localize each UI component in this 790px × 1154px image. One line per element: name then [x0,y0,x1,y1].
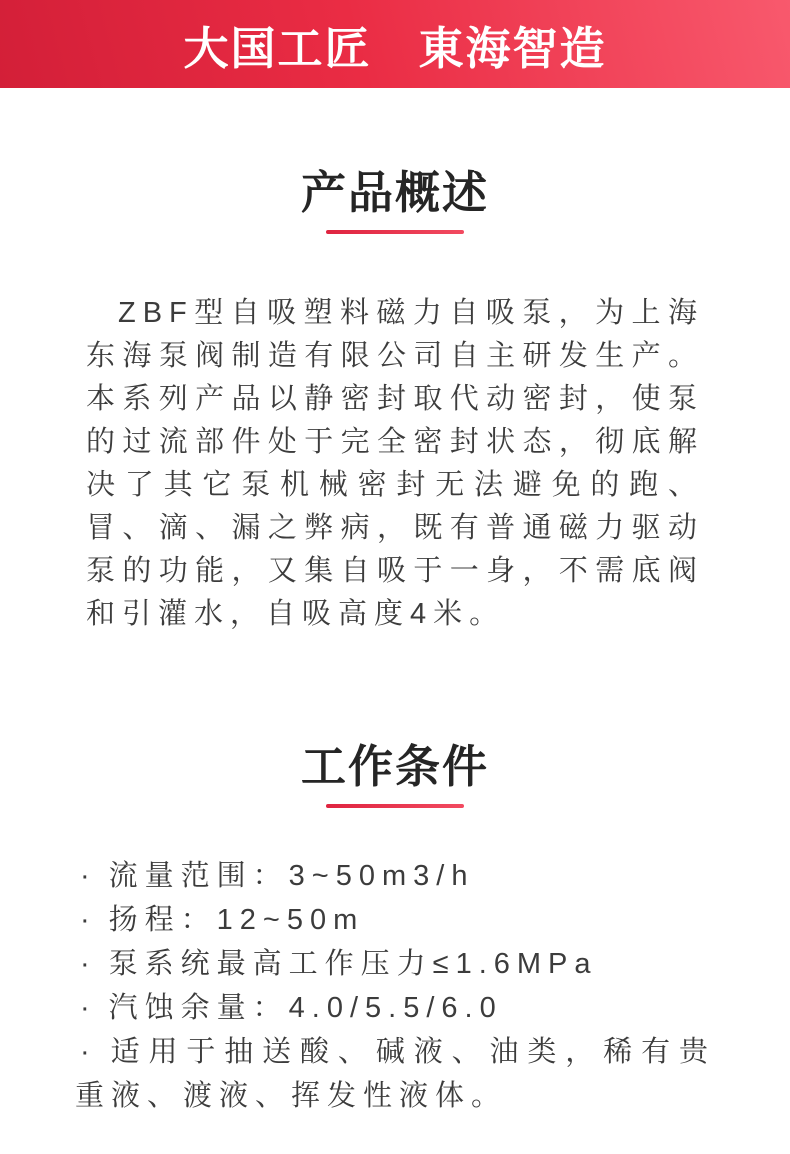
banner-title: 大国工匠 東海智造 [183,22,607,74]
bullet-dot: · [80,904,97,936]
list-item-text: 适用于抽送酸、碱液、油类，稀有贵重液、渡液、挥发性液体。 [75,1036,715,1112]
overview-title: 产品概述 [300,167,489,218]
working-conditions-list [75,854,715,1118]
list-item-text: 泵系统最高工作压力≤1.6MPa [108,948,598,980]
list-item-text: 扬程：12~50m [108,904,365,936]
list-item [75,898,715,942]
bullet-dot: · [80,948,97,980]
list-item-text: 流量范围：3~50m3/h [108,860,475,892]
overview-title-underline [326,230,464,234]
list-item [75,986,715,1030]
working-conditions-section-head [0,740,790,808]
list-item-text: 汽蚀余量：4.0/5.5/6.0 [108,992,503,1024]
working-conditions-title: 工作条件 [300,741,489,792]
working-conditions-section [0,740,790,1118]
overview-paragraph: ZBF型自吸塑料磁力自吸泵，为上海东海泵阀制造有限公司自主研发生产。本系列产品以静密封取代动密封，使泵的过流部件处于完全密封状态，彻底解决了其它泵机械密封无法避免的跑、冒、滴、漏之弊病，既有普通磁力驱动泵的功能，又集自吸于一身，不需底阀和引灌水，自吸高度4米。 [86,297,704,630]
overview-section [0,166,790,636]
list-item [75,942,715,986]
bullet-dot: · [80,860,97,892]
header-banner [0,0,790,88]
overview-section-head [0,166,790,234]
list-item [75,854,715,898]
list-item [75,1030,715,1118]
bullet-dot: · [80,1036,97,1068]
bullet-dot: · [80,992,97,1024]
working-conditions-title-underline [326,804,464,808]
